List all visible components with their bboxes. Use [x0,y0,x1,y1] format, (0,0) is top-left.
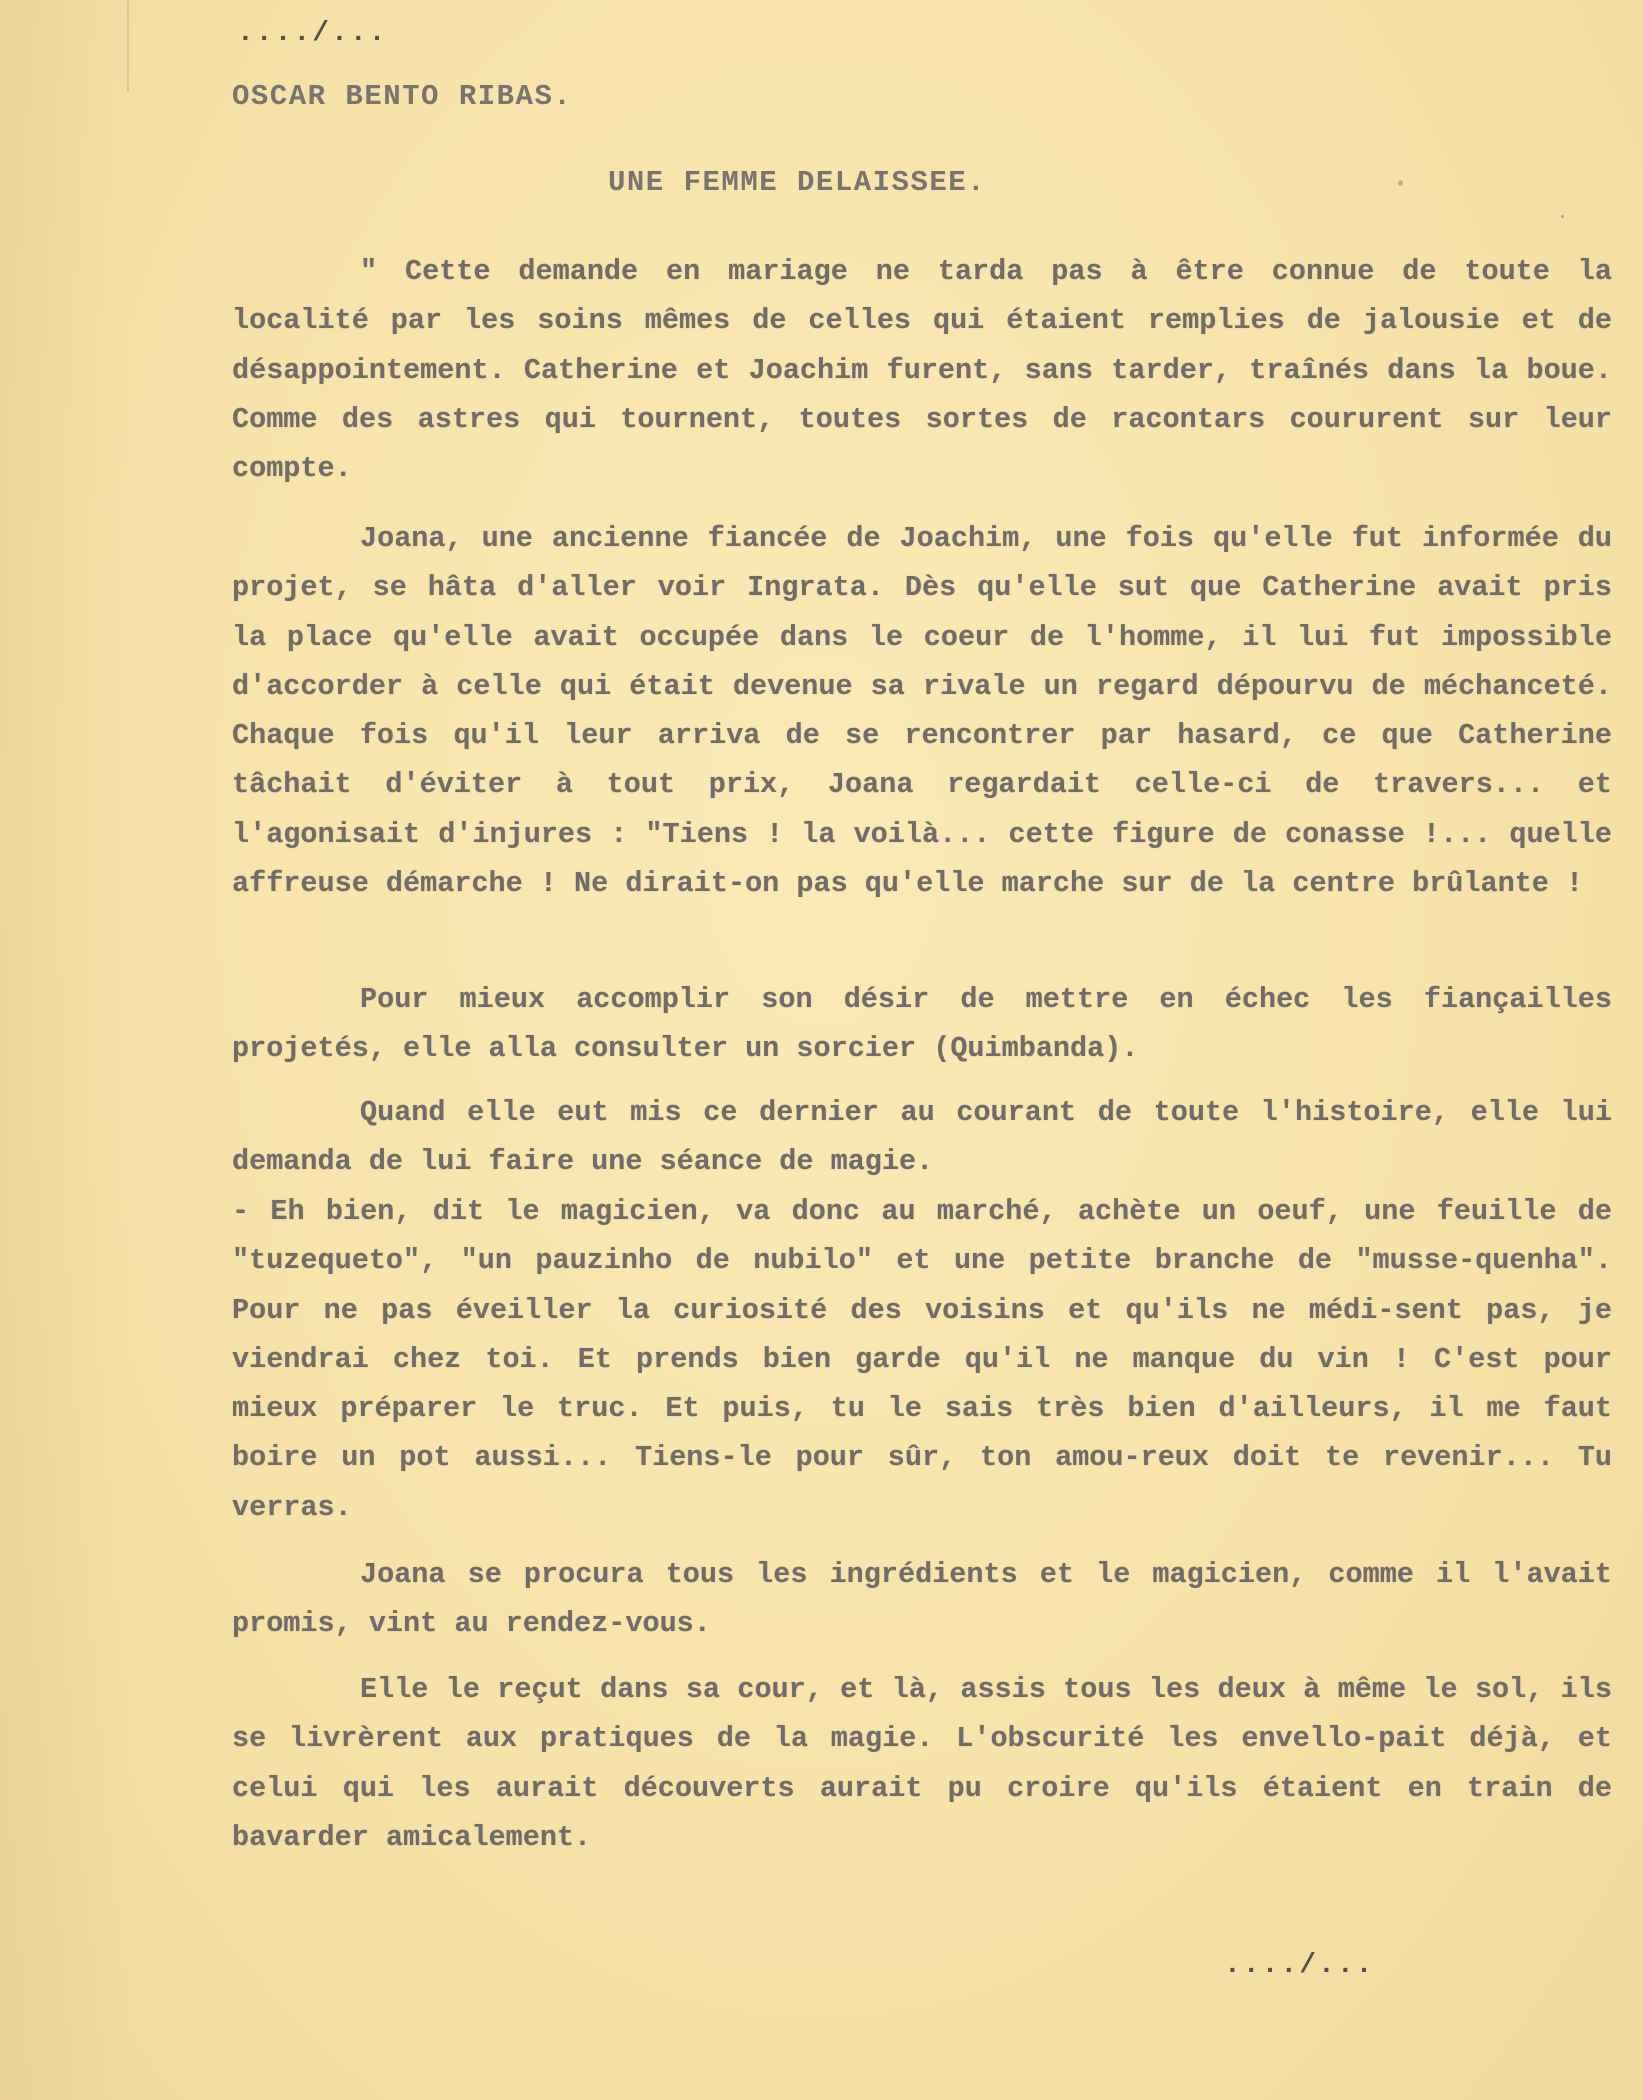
paper-edge-shading [0,0,134,2100]
paper-speck [1561,215,1564,218]
paragraph-4: Quand elle eut mis ce dernier au courant de toute l'histoire, elle lui demanda de lui faire une séance de magie. [232,1096,1612,1179]
paragraph-6: Joana se procura tous les ingrédients et le magicien, comme il l'avait promis, vint au rendez-vous. [232,1558,1612,1641]
paper-speck [1398,180,1403,186]
document-title: UNE FEMME DELAISSEE. [608,166,987,199]
paragraph-7: Elle le reçut dans sa cour, et là, assis tous les deux à même le sol, ils se livrèrent aux pratiques de la magie. L'obscurité les envello-pait déjà, et celui qui les aurait découverts aurait pu croire qu'ils étaient en train de bavarder amicalement. [232,1673,1612,1854]
paragraph-5: - Eh bien, dit le magicien, va donc au marché, achète un oeuf, une feuille de "tuzequeto", "un pauzinho de nubilo" et une petite branche de "musse-quenha". Pour ne pas éveiller la curiosité des voisins et qu'ils ne médi-sent pas, je viendrai chez toi. Et prends bien garde qu'il ne manque du vin ! C'est pour mieux préparer le truc. Et puis, tu le sais très bien d'ailleurs, il me faut boire un pot aussi... Tiens-le pour sûr, ton amou-reux doit te revenir... Tu verras. [232,1195,1612,1524]
paragraph-2: Joana, une ancienne fiancée de Joachim, une fois qu'elle fut informée du projet, se hâta d'aller voir Ingrata. Dès qu'elle sut que Catherine avait pris la place qu'elle avait occupée dans le coeur de l'homme, il lui fut impossible d'accorder à celle qui était devenue sa rivale un regard dépourvu de méchanceté. Chaque fois qu'il leur arriva de se rencontrer par hasard, ce que Catherine tâchait d'éviter à tout prix, Joana regardait celle-ci de travers... et l'agonisait d'injures : "Tiens ! la voilà... cette figure de conasse !... quelle affreuse démarche ! Ne dirait-on pas qu'elle marche sur de la centre brûlante ! [232,522,1612,901]
author-name: OSCAR BENTO RIBAS. [232,80,573,113]
continuation-marker-bottom: ..../... [1224,1950,1375,1981]
paragraph-3: Pour mieux accomplir son désir de mettre en échec les fiançailles projetés, elle alla consulter un sorcier (Quimbanda). [232,983,1612,1066]
continuation-marker-top: ..../... [237,18,388,49]
paragraph-1: " Cette demande en mariage ne tarda pas à être connue de toute la localité par les soins mêmes de celles qui étaient remplies de jalousie et de désappointement. Catherine et Joachim furent, sans tarder, traînés dans la boue. Comme des astres qui tournent, toutes sortes de racontars coururent sur leur compte. [232,255,1612,486]
paper-fold-line [127,0,129,92]
